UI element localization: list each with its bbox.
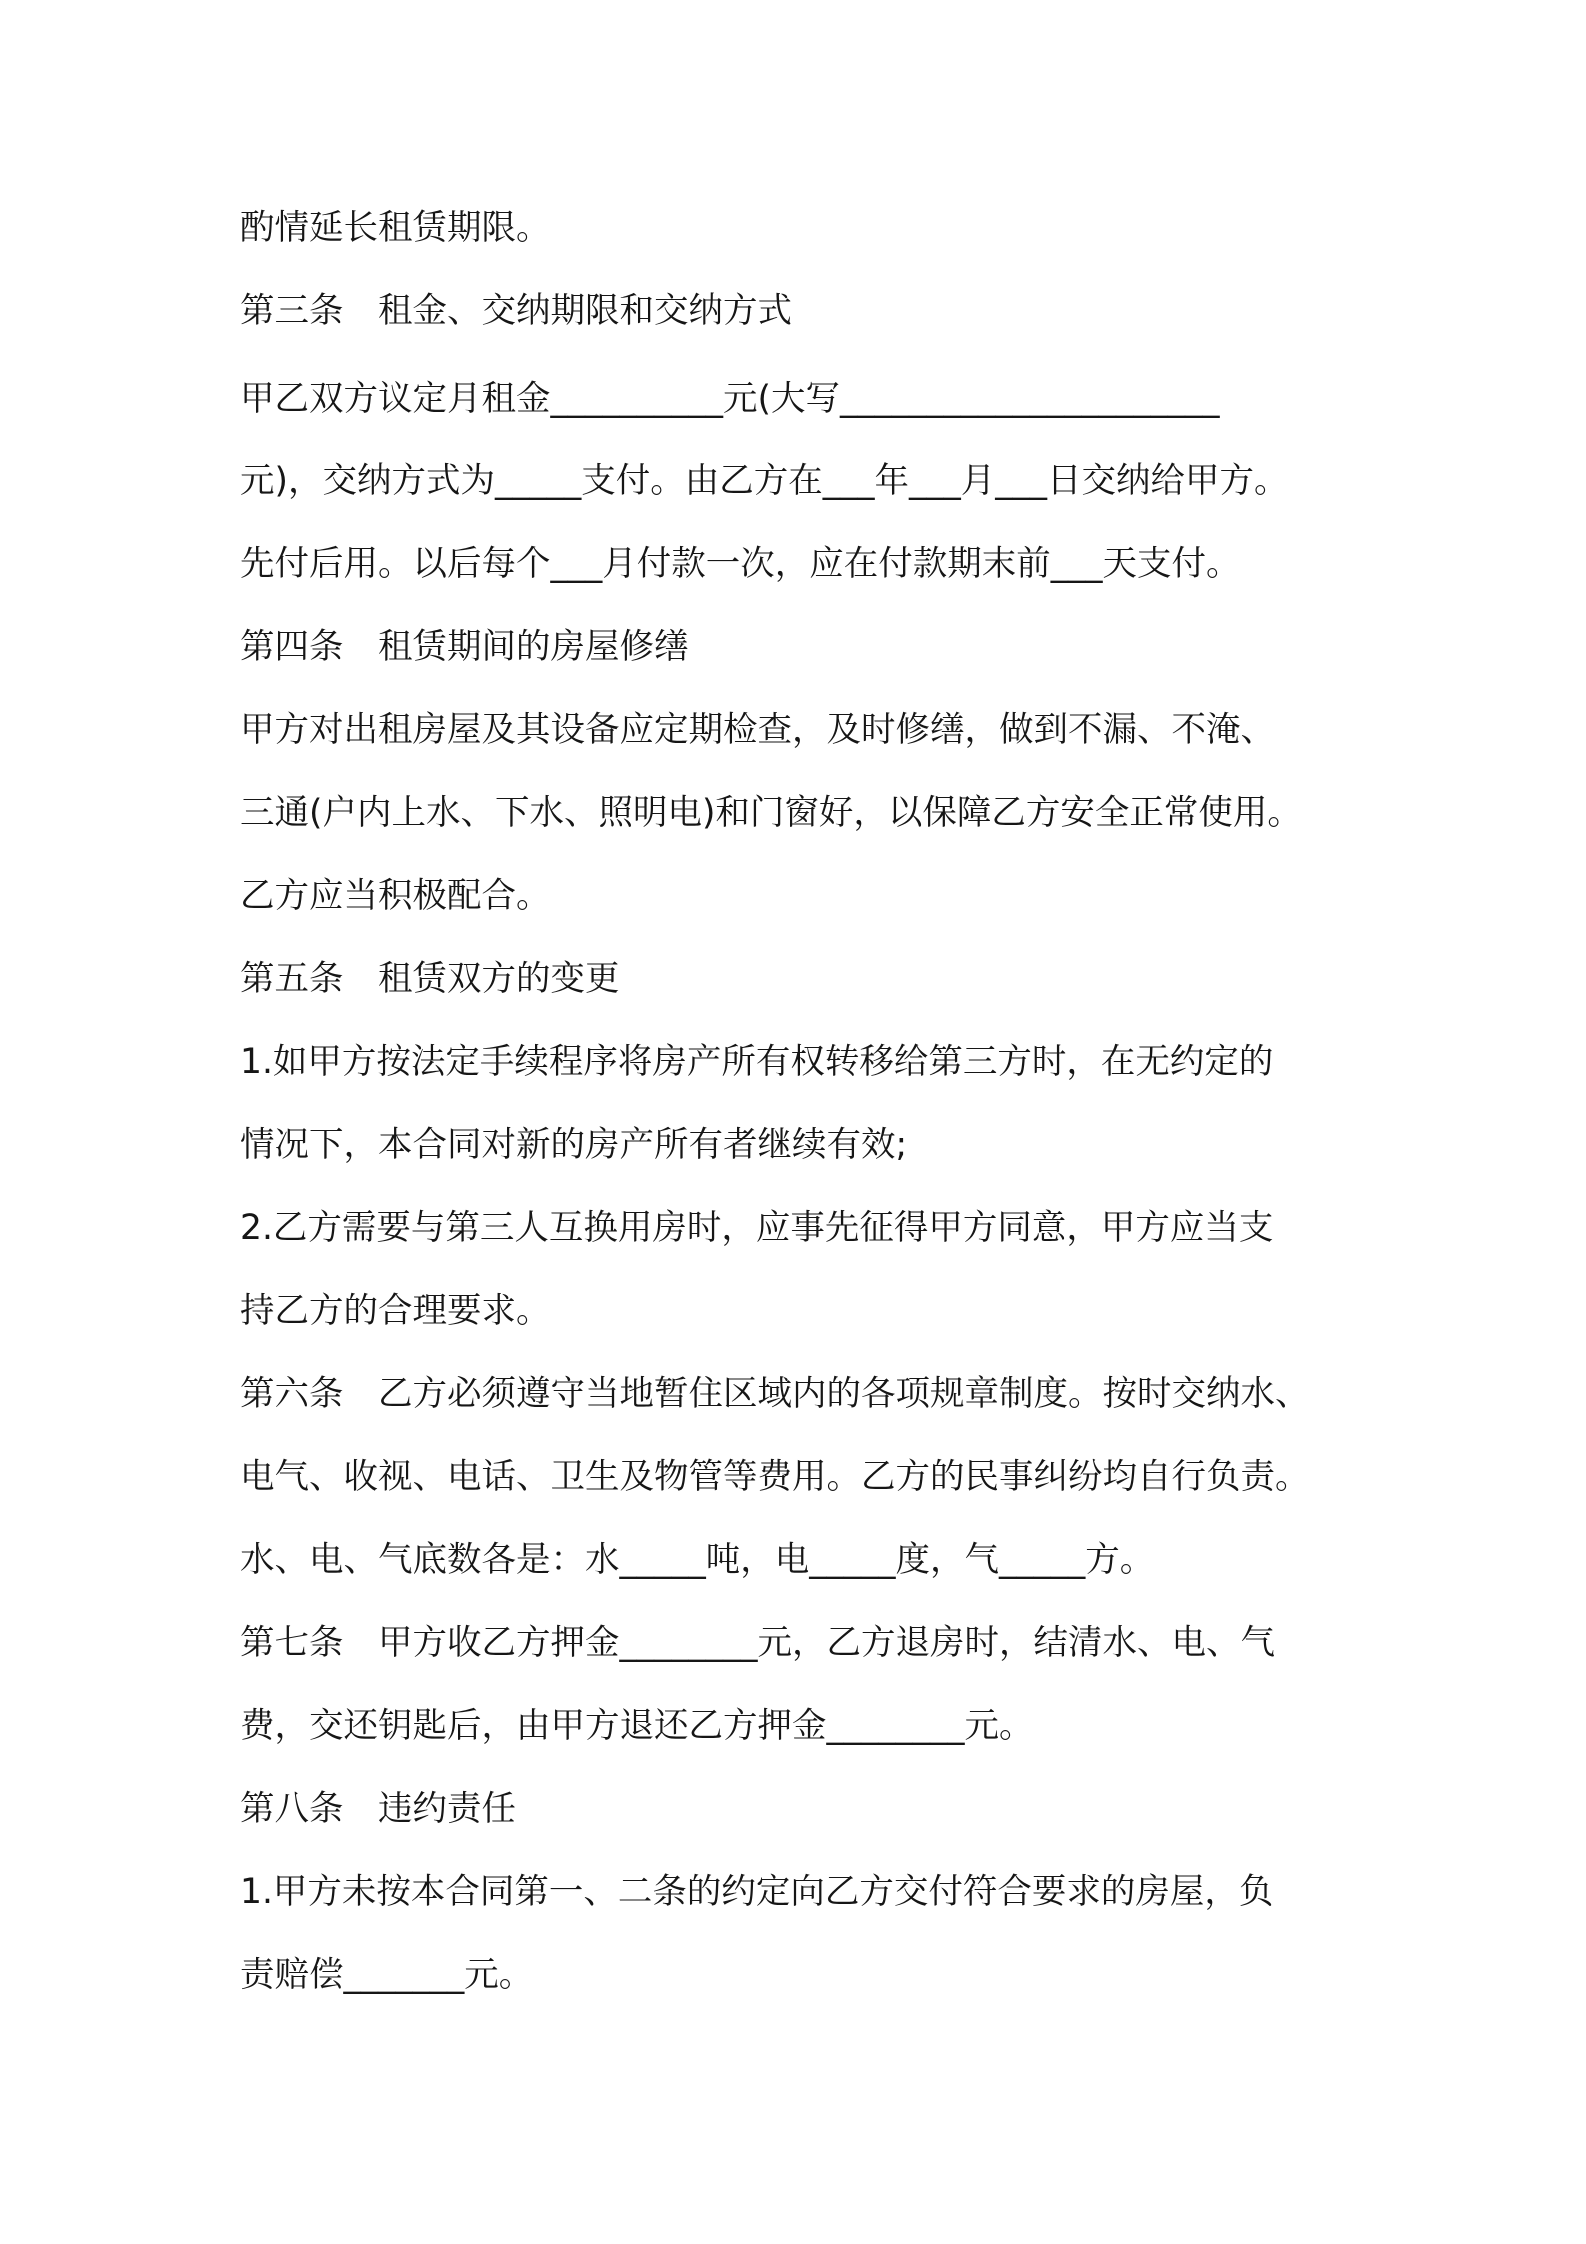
- article-heading: 第四条 租赁期间的房屋修缮: [240, 627, 689, 667]
- article-heading: 第六条 乙方必须遵守当地暂住区域内的各项规章制度。按时交纳水、: [240, 1374, 1310, 1414]
- text-line: 酌情延长租赁期限。: [240, 208, 551, 248]
- article-heading: 第三条 租金、交纳期限和交纳方式: [240, 291, 792, 331]
- text-line: 乙方应当积极配合。: [240, 876, 551, 916]
- text-line: 三通(户内上水、下水、照明电)和门窗好，以保障乙方安全正常使用。: [240, 793, 1302, 833]
- text-line: 1.甲方未按本合同第一、二条的约定向乙方交付符合要求的房屋，负: [240, 1872, 1274, 1912]
- text-line: 责赔偿_______元。: [240, 1955, 534, 1995]
- text-line: 甲方对出租房屋及其设备应定期检查，及时修缮，做到不漏、不淹、: [240, 710, 1275, 750]
- text-line: 电气、收视、电话、卫生及物管等费用。乙方的民事纠纷均自行负责。: [240, 1457, 1310, 1497]
- article-heading: 第五条 租赁双方的变更: [240, 959, 620, 999]
- text-line: 情况下，本合同对新的房产所有者继续有效;: [240, 1125, 908, 1165]
- text-line: 先付后用。以后每个___月付款一次，应在付款期末前___天支付。: [240, 544, 1241, 584]
- text-line: 甲乙双方议定月租金__________元(大写______________________: [240, 379, 1220, 419]
- text-line: 持乙方的合理要求。: [240, 1291, 551, 1331]
- text-line: 2.乙方需要与第三人互换用房时，应事先征得甲方同意，甲方应当支: [240, 1208, 1274, 1248]
- text-line: 元)，交纳方式为_____支付。由乙方在___年___月___日交纳给甲方。: [240, 461, 1289, 501]
- text-line: 1.如甲方按法定手续程序将房产所有权转移给第三方时，在无约定的: [240, 1042, 1274, 1082]
- article-heading: 第八条 违约责任: [240, 1789, 516, 1829]
- text-line: 水、电、气底数各是：水_____吨，电_____度，气_____方。: [240, 1540, 1155, 1580]
- text-line: 费，交还钥匙后，由甲方退还乙方押金________元。: [240, 1706, 1034, 1746]
- article-heading: 第七条 甲方收乙方押金________元，乙方退房时，结清水、电、气: [240, 1623, 1275, 1663]
